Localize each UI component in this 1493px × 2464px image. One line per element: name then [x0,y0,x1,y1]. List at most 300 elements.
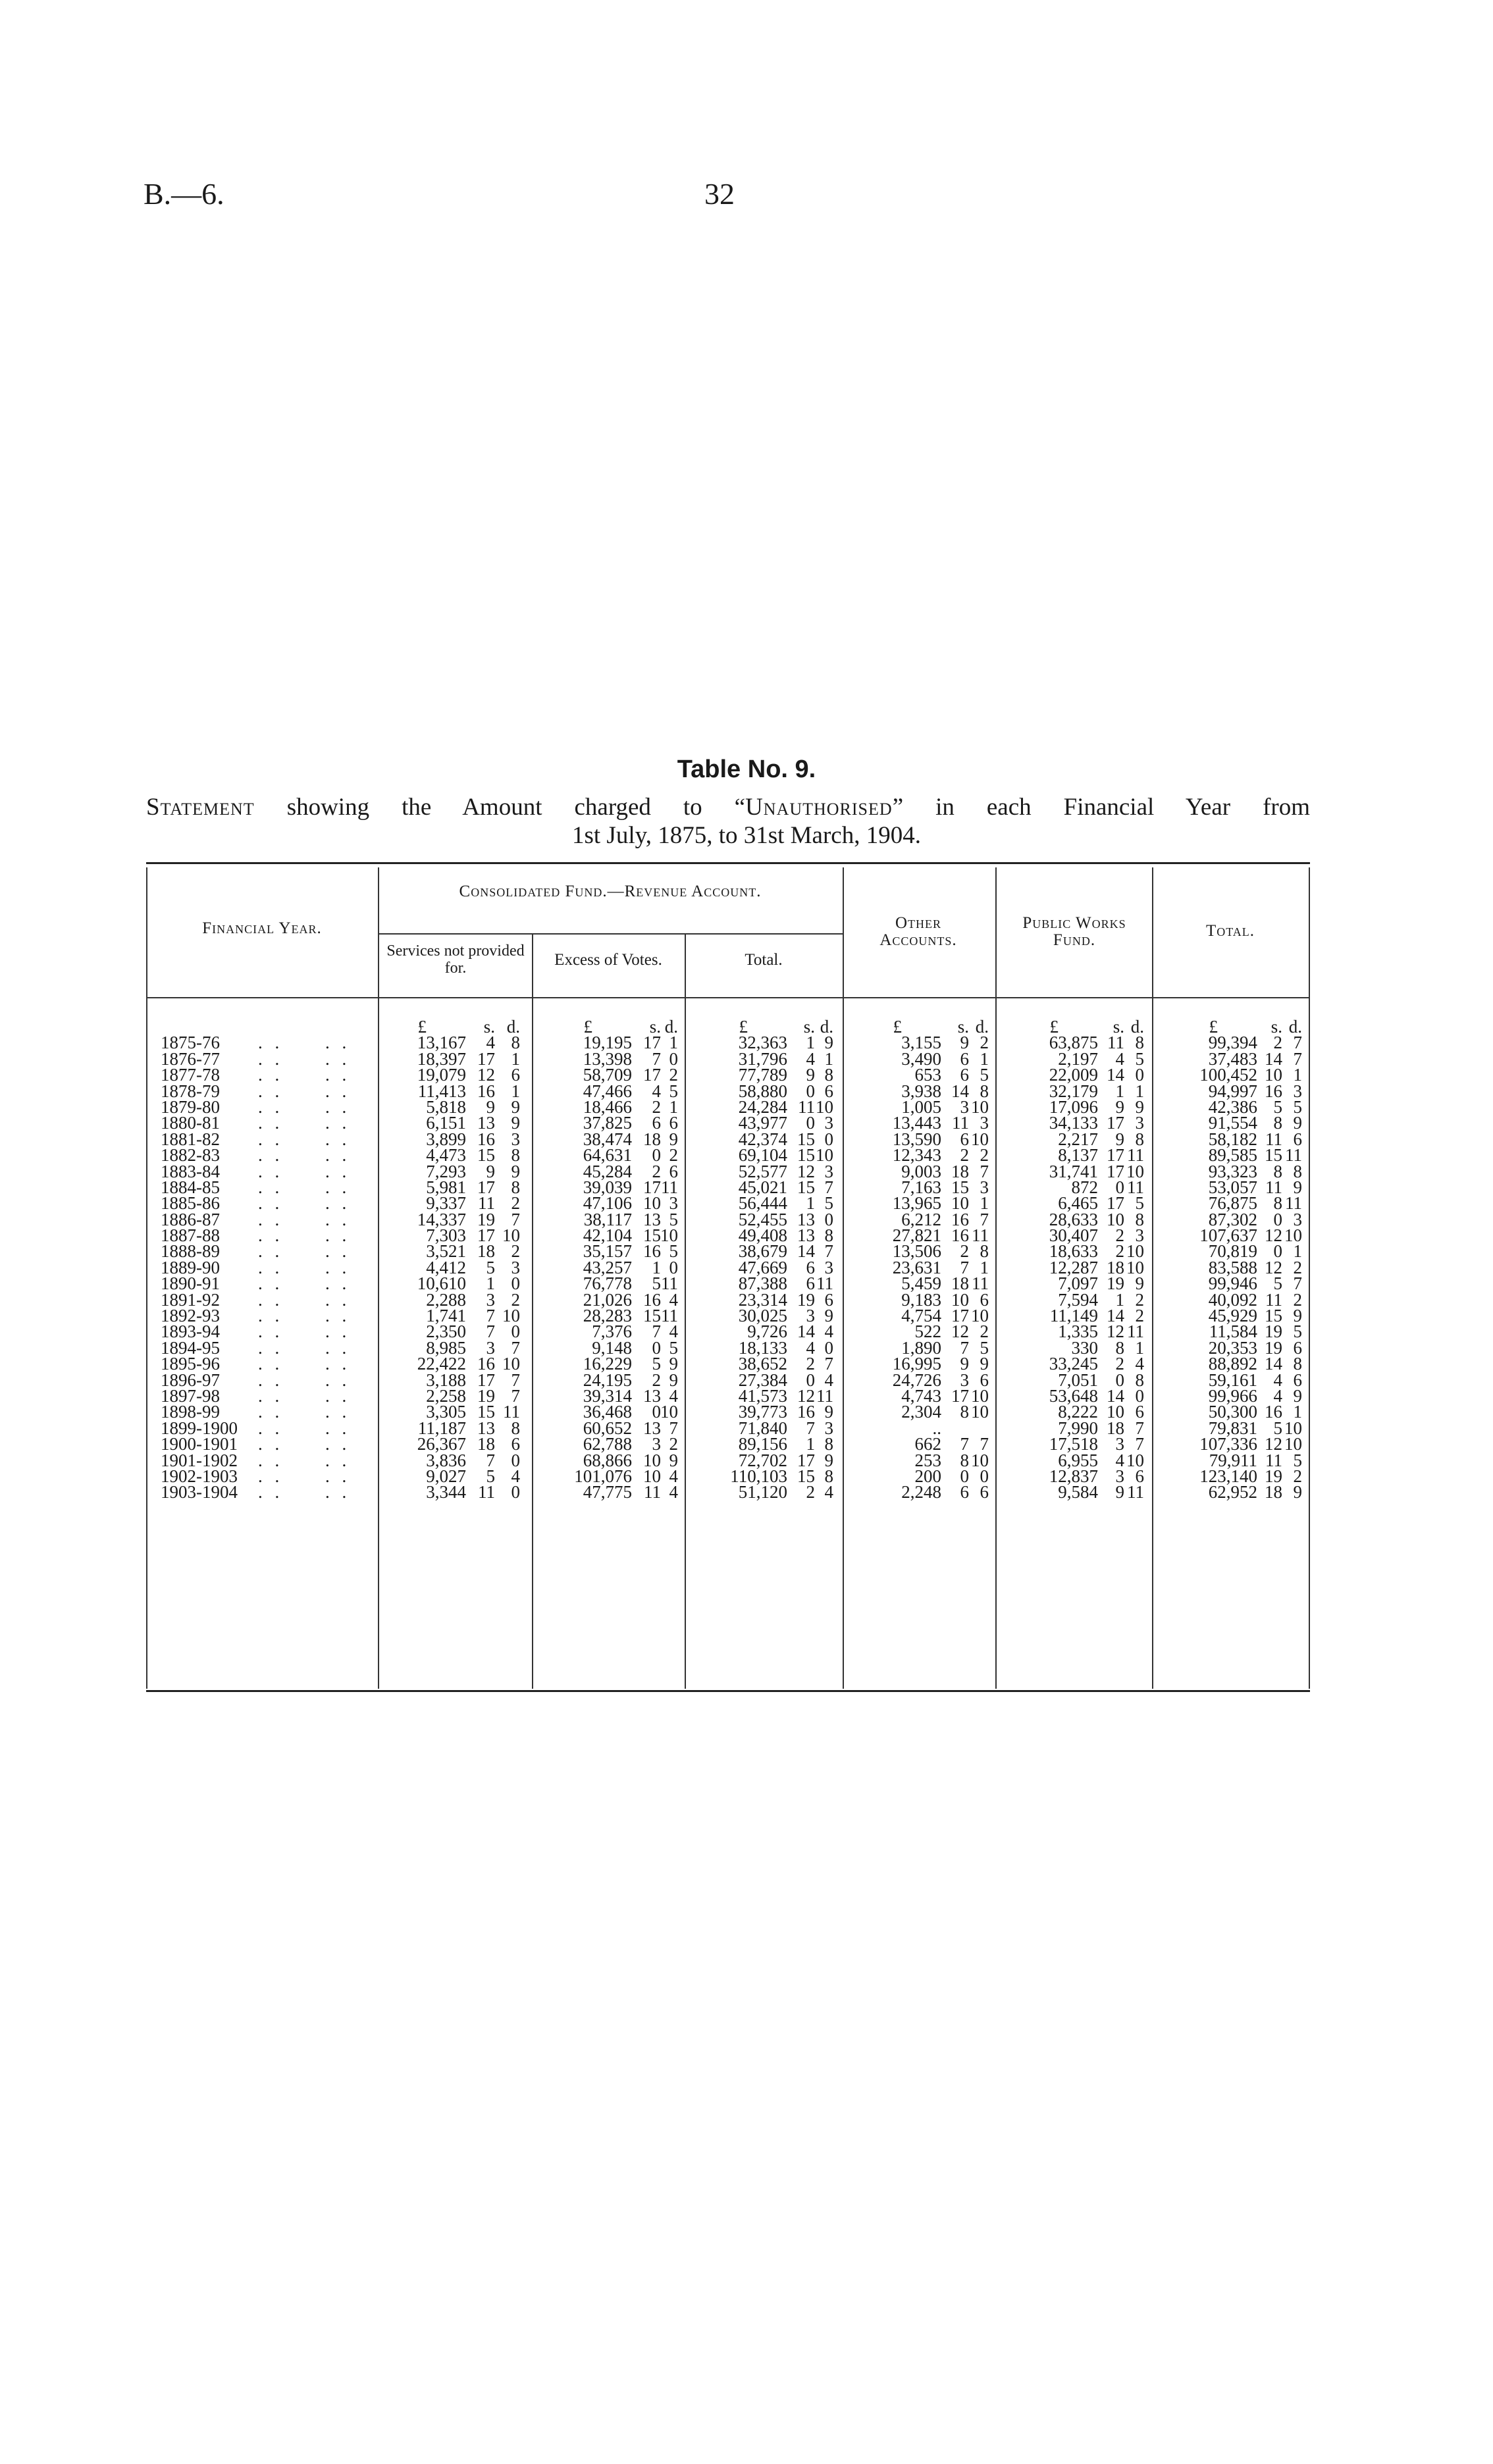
pence-cell: 7 [1135,1418,1144,1438]
pounds-cell: 22,422 [417,1354,466,1374]
shillings-cell: 14 [1107,1065,1124,1085]
pounds-cell: 18,133 [738,1337,787,1358]
shillings-cell: 9 [960,1354,969,1374]
pounds-cell: 30,025 [738,1306,787,1326]
pence-cell: 5 [1135,1048,1144,1069]
pence-cell: 10 [502,1354,520,1374]
pence-cell: 5 [1293,1096,1302,1117]
shillings-cell: 1 [652,1257,661,1277]
pounds-cell: 40,092 [1208,1289,1257,1310]
leader-dots: . . . . [258,1048,351,1069]
pence-cell: 10 [971,1129,989,1149]
leader-dots: . . . . [258,1257,351,1277]
pounds-cell: 4,473 [426,1145,466,1166]
pounds-cell: 93,323 [1208,1161,1257,1181]
pence-cell: 3 [1293,1209,1302,1229]
year-cell: 1879-80 [161,1096,220,1117]
pence-cell: 6 [824,1081,833,1101]
shillings-cell: 11 [478,1193,495,1214]
shillings-cell: 1 [486,1273,495,1294]
pence-cell: 5 [669,1241,678,1262]
pounds-cell: 31,741 [1049,1161,1098,1181]
pence-cell: 9 [824,1306,833,1326]
year-cell: 1893-94 [161,1322,220,1342]
pence-cell: 0 [511,1482,520,1502]
pounds-cell: 38,652 [738,1354,787,1374]
statement-unauthorised: Unauthorised [745,794,893,821]
shillings-cell: 18 [1107,1418,1124,1438]
pence-cell: 9 [824,1033,833,1053]
shillings-cell: 9 [1115,1096,1124,1117]
pence-cell: 7 [980,1161,989,1181]
table-top-rule [146,862,1310,864]
pounds-cell: 52,577 [738,1161,787,1181]
pence-cell: 7 [511,1337,520,1358]
pounds-cell: 16,229 [583,1354,632,1374]
shillings-cell: 14 [1265,1354,1282,1374]
pence-cell: 0 [511,1322,520,1342]
pounds-cell: 88,892 [1208,1354,1257,1374]
shillings-cell: 15 [643,1225,661,1246]
pounds-cell: 38,117 [583,1209,632,1229]
shillings-cell: 7 [652,1322,661,1342]
shillings-cell: 17 [477,1225,495,1246]
pounds-cell: 2,258 [426,1385,466,1406]
pence-cell: 3 [511,1257,520,1277]
shilling-unit: s. [1113,1017,1124,1037]
pence-cell: 1 [980,1257,989,1277]
pence-cell: 5 [669,1209,678,1229]
pounds-cell: 11,187 [417,1418,466,1438]
pence-cell: 9 [1293,1306,1302,1326]
shillings-cell: 17 [951,1306,969,1326]
year-cell: 1883-84 [161,1161,220,1181]
year-cell: 1888-89 [161,1241,220,1262]
pounds-cell: 53,648 [1049,1385,1098,1406]
header-services-not-provided: Services not provided for. [386,942,525,977]
pence-cell: 0 [980,1466,989,1486]
pence-cell: 6 [980,1482,989,1502]
pounds-cell: 23,631 [892,1257,941,1277]
pounds-cell: 107,637 [1199,1225,1257,1246]
pence-cell: 0 [511,1273,520,1294]
pounds-cell: 13,590 [892,1129,941,1149]
pounds-cell: 2,248 [901,1482,941,1502]
leader-dots: . . . . [258,1306,351,1326]
pence-cell: 2 [980,1033,989,1053]
leader-dots: . . . . [258,1161,351,1181]
shillings-cell: 15 [1265,1306,1282,1326]
table-row [146,1356,1310,1372]
pounds-cell: 1,741 [426,1306,466,1326]
pounds-cell: 16,995 [892,1354,941,1374]
pounds-cell: 51,120 [738,1482,787,1502]
shillings-cell: 11 [478,1482,495,1502]
leader-dots: . . . . [258,1241,351,1262]
pounds-cell: 62,952 [1208,1482,1257,1502]
shillings-cell: 0 [1115,1177,1124,1197]
pounds-cell: 63,875 [1049,1033,1098,1053]
leader-dots: . . . . [258,1177,351,1197]
shillings-cell: 13 [643,1418,661,1438]
shillings-cell: 0 [806,1081,815,1101]
shillings-cell: 8 [960,1402,969,1422]
pence-cell: 4 [669,1322,678,1342]
shillings-cell: 3 [960,1096,969,1117]
pence-cell: 11 [661,1306,678,1326]
shillings-cell: 0 [1273,1241,1282,1262]
pence-cell: 4 [824,1482,833,1502]
pence-cell: 10 [816,1145,833,1166]
pence-cell: 7 [511,1385,520,1406]
table-row [146,1145,1310,1166]
shillings-cell: 10 [1265,1065,1282,1085]
pence-cell: 3 [824,1161,833,1181]
leader-dots: . . . . [258,1385,351,1406]
pence-cell: 6 [1293,1370,1302,1390]
shillings-cell: 2 [652,1161,661,1181]
pence-cell: 6 [669,1113,678,1133]
pounds-cell: 43,977 [738,1113,787,1133]
pence-cell: 9 [511,1113,520,1133]
pounds-cell: 99,946 [1208,1273,1257,1294]
shillings-cell: 11 [952,1113,969,1133]
leader-dots: . . . . [258,1482,351,1502]
pence-cell: 3 [1135,1113,1144,1133]
shillings-cell: 12 [797,1161,815,1181]
pounds-cell: 39,314 [583,1385,632,1406]
shillings-cell: 16 [477,1354,495,1374]
shillings-cell: 8 [1273,1161,1282,1181]
pence-cell: 9 [980,1354,989,1374]
header-public-works-fund: Public Works Fund. [1022,914,1126,949]
pounds-cell: 50,300 [1208,1402,1257,1422]
shillings-cell: 3 [1115,1434,1124,1454]
pounds-cell: 110,103 [730,1466,787,1486]
pounds-cell: 45,929 [1208,1306,1257,1326]
pounds-cell: 6,955 [1058,1450,1098,1470]
pounds-cell: 8,137 [1058,1145,1098,1166]
pence-cell: 8 [980,1241,989,1262]
pounds-cell: 68,866 [583,1450,632,1470]
pounds-cell: 653 [914,1065,941,1085]
pounds-cell: 87,388 [738,1273,787,1294]
shillings-cell: 10 [951,1193,969,1214]
shillings-cell: 0 [652,1145,661,1166]
shillings-cell: 4 [806,1048,815,1069]
table-statement-line1 [146,793,1310,821]
pounds-cell: 42,104 [583,1225,632,1246]
shillings-cell: 19 [1265,1466,1282,1486]
year-cell: 1875-76 [161,1033,220,1053]
pence-cell: 10 [1126,1161,1144,1181]
shillings-cell: 9 [806,1065,815,1085]
pence-cell: 3 [824,1418,833,1438]
pence-cell: 8 [511,1145,520,1166]
shillings-cell: 12 [1265,1257,1282,1277]
pounds-cell: 200 [914,1466,941,1486]
shillings-cell: 0 [806,1113,815,1133]
shillings-cell: 8 [960,1450,969,1470]
table-statement-line2: 1st July, 1875, to 31st March, 1904. [572,822,921,849]
pence-cell: 10 [1126,1241,1144,1262]
pence-cell: 6 [824,1289,833,1310]
pence-cell: 10 [971,1402,989,1422]
pence-cell: 11 [972,1225,989,1246]
shillings-cell: 18 [951,1273,969,1294]
shillings-cell: 4 [1115,1048,1124,1069]
shillings-cell: 16 [1265,1081,1282,1101]
year-cell: 1882-83 [161,1145,220,1166]
shillings-cell: 19 [477,1209,495,1229]
shillings-cell: 15 [477,1402,495,1422]
pounds-cell: 79,911 [1209,1450,1257,1470]
pence-cell: 8 [1293,1354,1302,1374]
pence-cell: 11 [1127,1322,1144,1342]
table-title: Table No. 9. [677,756,816,783]
pounds-cell: 3,344 [426,1482,466,1502]
header-other-accounts: Other Accounts. [879,914,957,949]
pounds-cell: 39,773 [738,1402,787,1422]
pence-cell: 11 [503,1402,520,1422]
shillings-cell: 2 [960,1241,969,1262]
pounds-cell: 14,337 [417,1209,466,1229]
shillings-cell: 18 [643,1129,661,1149]
leader-dots: . . . . [258,1145,351,1166]
consolidated-sub-rule [379,933,843,935]
shillings-cell: 8 [1273,1193,1282,1214]
table-body [146,1019,1310,1501]
shillings-cell: 15 [797,1129,815,1149]
year-cell: 1889-90 [161,1257,220,1277]
leader-dots: . . . . [258,1209,351,1229]
pence-cell: 1 [1293,1402,1302,1422]
shillings-cell: 15 [951,1177,969,1197]
pounds-cell: 2,304 [901,1402,941,1422]
shillings-cell: 12 [477,1065,495,1085]
pounds-cell: 7,097 [1058,1273,1098,1294]
shillings-cell: 9 [486,1161,495,1181]
pence-cell: 9 [669,1450,678,1470]
shillings-cell: 0 [960,1466,969,1486]
pence-cell: 6 [1293,1337,1302,1358]
shillings-cell: 18 [477,1434,495,1454]
leader-dots: . . . . [258,1289,351,1310]
shillings-cell: 17 [1107,1145,1124,1166]
pounds-cell: 76,778 [583,1273,632,1294]
pounds-cell: .. [932,1418,941,1438]
pence-cell: 7 [511,1370,520,1390]
shillings-cell: 4 [652,1081,661,1101]
shillings-cell: 7 [486,1322,495,1342]
pence-cell: 5 [980,1065,989,1085]
pence-cell: 5 [669,1337,678,1358]
shillings-cell: 13 [477,1113,495,1133]
year-cell: 1880-81 [161,1113,220,1133]
pounds-cell: 5,818 [426,1096,466,1117]
year-cell: 1902-1903 [161,1466,238,1486]
pence-cell: 3 [824,1257,833,1277]
pounds-cell: 45,284 [583,1161,632,1181]
leader-dots: . . . . [258,1418,351,1438]
pounds-cell: 123,140 [1199,1466,1257,1486]
year-cell: 1877-78 [161,1065,220,1085]
shillings-cell: 7 [806,1418,815,1438]
pounds-cell: 4,412 [426,1257,466,1277]
shillings-cell: 7 [486,1450,495,1470]
pence-cell: 4 [1135,1354,1144,1374]
pounds-cell: 87,302 [1208,1209,1257,1229]
penny-unit: d. [664,1017,678,1037]
pounds-cell: 9,183 [901,1289,941,1310]
pence-cell: 11 [816,1273,833,1294]
pounds-cell: 5,981 [426,1177,466,1197]
shillings-cell: 10 [643,1450,661,1470]
year-cell: 1886-87 [161,1209,220,1229]
pence-cell: 1 [511,1048,520,1069]
pounds-cell: 2,350 [426,1322,466,1342]
statement-text-a: showing the Amount charged to “ [254,794,746,821]
shillings-cell: 3 [486,1289,495,1310]
pounds-cell: 24,195 [583,1370,632,1390]
pounds-cell: 253 [914,1450,941,1470]
pounds-cell: 12,837 [1049,1466,1098,1486]
pounds-cell: 62,788 [583,1434,632,1454]
shillings-cell: 16 [477,1129,495,1149]
leader-dots: . . . . [258,1370,351,1390]
pounds-cell: 89,585 [1208,1145,1257,1166]
pence-cell: 4 [511,1466,520,1486]
pence-cell: 11 [661,1177,678,1197]
pounds-cell: 99,966 [1208,1385,1257,1406]
pence-cell: 1 [1293,1065,1302,1085]
leader-dots: . . . . [258,1273,351,1294]
shillings-cell: 10 [1107,1209,1124,1229]
pence-cell: 11 [1127,1177,1144,1197]
pence-cell: 10 [502,1306,520,1326]
pound-unit: £ [417,1017,427,1037]
shillings-cell: 5 [486,1466,495,1486]
pence-cell: 9 [669,1129,678,1149]
pounds-cell: 22,009 [1049,1065,1098,1085]
header-total: Total. [1205,922,1255,940]
pounds-cell: 79,831 [1208,1418,1257,1438]
pence-cell: 8 [1135,1033,1144,1053]
pence-cell: 2 [511,1193,520,1214]
pence-cell: 9 [1293,1385,1302,1406]
year-cell: 1885-86 [161,1193,220,1214]
pence-cell: 10 [971,1450,989,1470]
shillings-cell: 5 [486,1257,495,1277]
shillings-cell: 6 [960,1129,969,1149]
pence-cell: 10 [1284,1418,1302,1438]
shillings-cell: 2 [806,1354,815,1374]
pence-cell: 6 [511,1434,520,1454]
shillings-cell: 0 [1115,1370,1124,1390]
leader-dots: . . . . [258,1129,351,1149]
pounds-cell: 35,157 [583,1241,632,1262]
pounds-cell: 34,133 [1049,1113,1098,1133]
table-row [146,1484,1310,1500]
year-cell: 1895-96 [161,1354,220,1374]
pence-cell: 8 [1135,1370,1144,1390]
shillings-cell: 5 [652,1354,661,1374]
penny-unit: d. [506,1017,520,1037]
pounds-cell: 13,443 [892,1113,941,1133]
pence-cell: 2 [511,1289,520,1310]
pounds-cell: 7,376 [592,1322,632,1342]
pounds-cell: 69,104 [738,1145,787,1166]
pounds-cell: 17,518 [1049,1434,1098,1454]
shillings-cell: 6 [806,1257,815,1277]
pence-cell: 5 [1135,1193,1144,1214]
pence-cell: 4 [824,1370,833,1390]
shillings-cell: 18 [477,1241,495,1262]
shillings-cell: 17 [643,1177,661,1197]
leader-dots: . . . . [258,1337,351,1358]
pounds-cell: 9,337 [426,1193,466,1214]
pence-cell: 10 [660,1402,678,1422]
shillings-cell: 10 [951,1289,969,1310]
pounds-cell: 47,106 [583,1193,632,1214]
shillings-cell: 14 [797,1322,815,1342]
pence-cell: 9 [824,1450,833,1470]
shillings-cell: 0 [806,1370,815,1390]
header-excess-of-votes: Excess of Votes. [554,951,662,969]
pounds-cell: 70,819 [1208,1241,1257,1262]
leader-dots: . . . . [258,1081,351,1101]
pence-cell: 7 [824,1177,833,1197]
year-cell: 1878-79 [161,1081,220,1101]
pence-cell: 5 [669,1081,678,1101]
penny-unit: d. [1130,1017,1144,1037]
pence-cell: 1 [1135,1337,1144,1358]
pence-cell: 3 [1293,1081,1302,1101]
year-cell: 1887-88 [161,1225,220,1246]
pounds-cell: 53,057 [1208,1177,1257,1197]
shillings-cell: 11 [644,1482,661,1502]
pounds-cell: 32,179 [1049,1081,1098,1101]
pounds-cell: 872 [1071,1177,1098,1197]
pence-cell: 5 [980,1337,989,1358]
pence-cell: 3 [980,1113,989,1133]
pounds-cell: 9,148 [592,1337,632,1358]
leader-dots: . . . . [258,1354,351,1374]
pounds-cell: 31,796 [738,1048,787,1069]
leader-dots: . . . . [258,1434,351,1454]
pence-cell: 0 [669,1048,678,1069]
pence-cell: 1 [669,1033,678,1053]
pounds-cell: 12,287 [1049,1257,1098,1277]
shillings-cell: 7 [960,1257,969,1277]
pounds-cell: 20,353 [1208,1337,1257,1358]
shillings-cell: 11 [1265,1129,1282,1149]
pounds-cell: 7,990 [1058,1418,1098,1438]
pence-cell: 0 [824,1209,833,1229]
year-cell: 1876-77 [161,1048,220,1069]
shillings-cell: 17 [643,1065,661,1085]
shillings-cell: 1 [806,1434,815,1454]
year-cell: 1891-92 [161,1289,220,1310]
shillings-cell: 16 [477,1081,495,1101]
pence-cell: 6 [1135,1402,1144,1422]
pence-cell: 9 [1293,1177,1302,1197]
pounds-cell: 72,702 [738,1450,787,1470]
pence-cell: 6 [1293,1129,1302,1149]
shillings-cell: 9 [960,1033,969,1053]
page-number: 32 [704,177,735,211]
pounds-cell: 77,789 [738,1065,787,1085]
